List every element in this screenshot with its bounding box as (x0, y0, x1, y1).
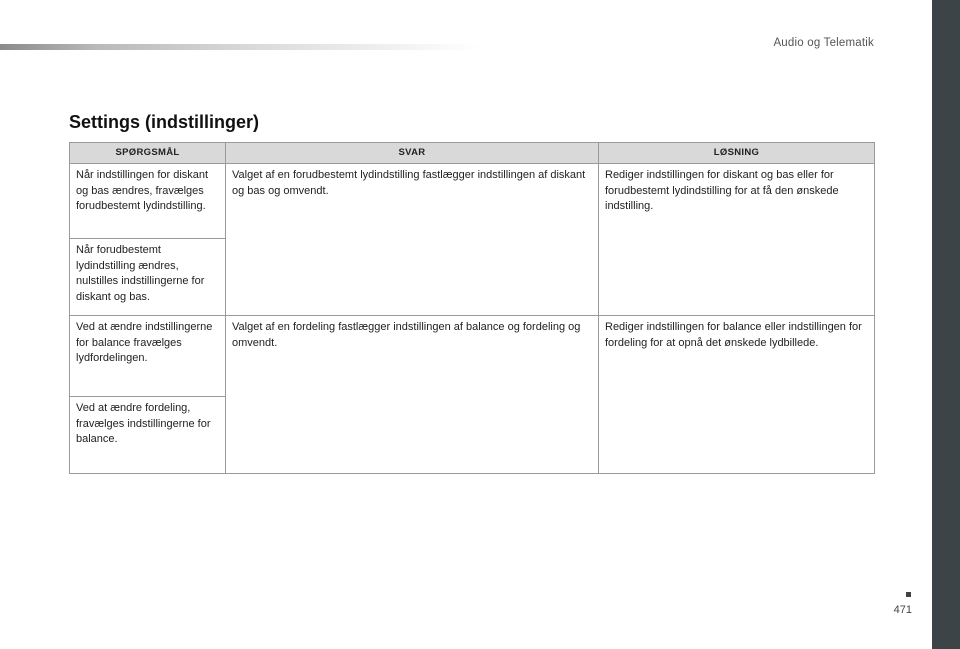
table-header-row (70, 143, 875, 164)
column-header-solution: LØSNING (599, 143, 875, 164)
section-title: Audio og Telematik (773, 37, 874, 49)
answer-cell: Valget af en forudbestemt lydindstilling fastlægger indstillingen af diskant og bas og omvendt. (226, 164, 599, 316)
page-heading: Settings (indstillinger) (69, 112, 260, 132)
header-decorative-bar (0, 44, 480, 50)
solution-cell: Rediger indstillingen for diskant og bas eller for forudbestemt lydindstilling for at få den ønskede indstilling. (599, 164, 875, 316)
question-cell: Ved at ændre fordeling, fravælges indstillingerne for balance. (70, 397, 226, 474)
table-row (70, 164, 875, 239)
page-marker-square (906, 592, 911, 597)
answer-cell: Valget af en fordeling fastlægger indstillingen af balance og fordeling og omvendt. (226, 316, 599, 474)
side-tab-strip (932, 0, 960, 649)
solution-cell: Rediger indstillingen for balance eller indstillingen for fordeling for at opnå det ønskede lydbillede. (599, 316, 875, 474)
troubleshooting-table (69, 142, 875, 474)
column-header-answer: SVAR (226, 143, 599, 164)
question-cell: Når forudbestemt lydindstilling ændres, nulstilles indstillingerne for diskant og bas. (70, 239, 226, 316)
page-number: 471 (893, 604, 912, 616)
table-row (70, 316, 875, 397)
question-cell: Når indstillingen for diskant og bas ændres, fravælges forudbestemt lydindstilling. (70, 164, 226, 239)
column-header-question: SPØRGSMÅL (70, 143, 226, 164)
question-cell: Ved at ændre indstillingerne for balance fravælges lydfordelingen. (70, 316, 226, 397)
